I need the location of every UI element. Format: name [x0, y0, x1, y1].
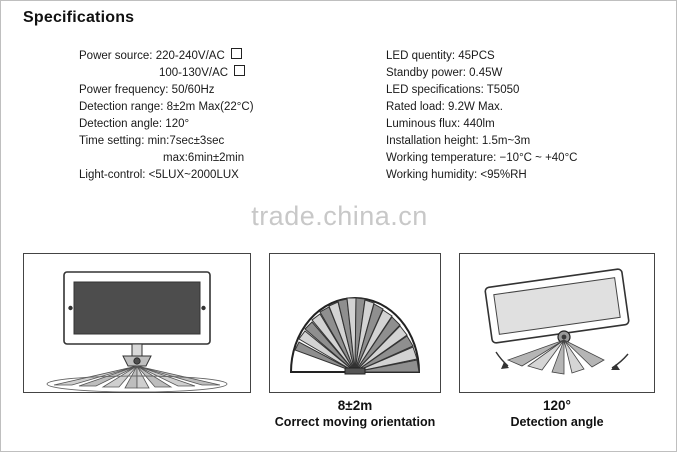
spec-row-time-setting-min	[79, 133, 254, 150]
figure-detection-angle	[459, 253, 655, 393]
spec-row-led-quantity	[386, 48, 578, 65]
spec-row-standby-power	[386, 65, 578, 82]
figure-lamp-detection-spread	[23, 253, 251, 393]
spec-row-power-source-alt	[79, 65, 254, 82]
spec-row-installation-height	[386, 133, 578, 150]
figure-fan-coverage	[269, 253, 441, 393]
watermark-text: trade.china.cn	[251, 201, 428, 231]
specs-right-column	[386, 48, 578, 184]
spec-label: Standby power: 0.45W	[386, 67, 503, 79]
spec-label: Power frequency: 50/60Hz	[79, 84, 215, 96]
spec-row-detection-range	[79, 99, 254, 116]
spec-label: max:6min±2min	[163, 152, 245, 164]
spec-label: Detection angle: 120°	[79, 118, 190, 130]
spec-label: 100-130V/AC	[159, 67, 229, 79]
spec-row-power-frequency	[79, 82, 254, 99]
spec-row-detection-angle	[79, 116, 254, 133]
spec-label: Time setting: min:7sec±3sec	[79, 135, 225, 147]
checkbox-220-240v[interactable]	[231, 48, 242, 59]
spec-row-rated-load	[386, 99, 578, 116]
detection-angle-icon	[460, 254, 654, 392]
spec-row-working-temperature	[386, 150, 578, 167]
spec-label: Detection range: 8±2m Max(22°C)	[79, 101, 254, 113]
fan-coverage-icon	[270, 254, 440, 392]
spec-row-light-control	[79, 167, 254, 184]
page-title: Specifications	[23, 9, 135, 26]
spec-row-time-setting-max	[79, 150, 254, 167]
caption-distance: 8±2m	[337, 398, 373, 413]
spec-row-working-humidity	[386, 167, 578, 184]
spec-label: LED quentity: 45PCS	[386, 50, 495, 62]
spec-label: Working humidity: <95%RH	[386, 169, 527, 181]
spec-label: Installation height: 1.5m~3m	[386, 135, 531, 147]
caption-orientation: Correct moving orientation	[274, 415, 436, 429]
checkbox-100-130v[interactable]	[234, 65, 245, 76]
spec-label: Light-control: <5LUX~2000LUX	[79, 169, 239, 181]
spec-label: LED specifications: T5050	[386, 84, 520, 96]
spec-row-power-source	[79, 48, 254, 65]
specs-left-column	[79, 48, 254, 184]
caption-angle-label: Detection angle	[510, 415, 604, 429]
lamp-detection-spread-icon	[24, 254, 250, 392]
spec-label: Rated load: 9.2W Max.	[386, 101, 503, 113]
spec-row-led-specifications	[386, 82, 578, 99]
spec-label: Working temperature: −10°C ~ +40°C	[386, 152, 578, 164]
spec-label: Luminous flux: 440lm	[386, 118, 495, 130]
spec-row-luminous-flux	[386, 116, 578, 133]
spec-label: Power source: 220-240V/AC	[79, 50, 225, 62]
caption-angle-value: 120°	[543, 398, 571, 413]
caption-fan-coverage	[251, 397, 459, 431]
caption-detection-angle	[459, 397, 655, 431]
